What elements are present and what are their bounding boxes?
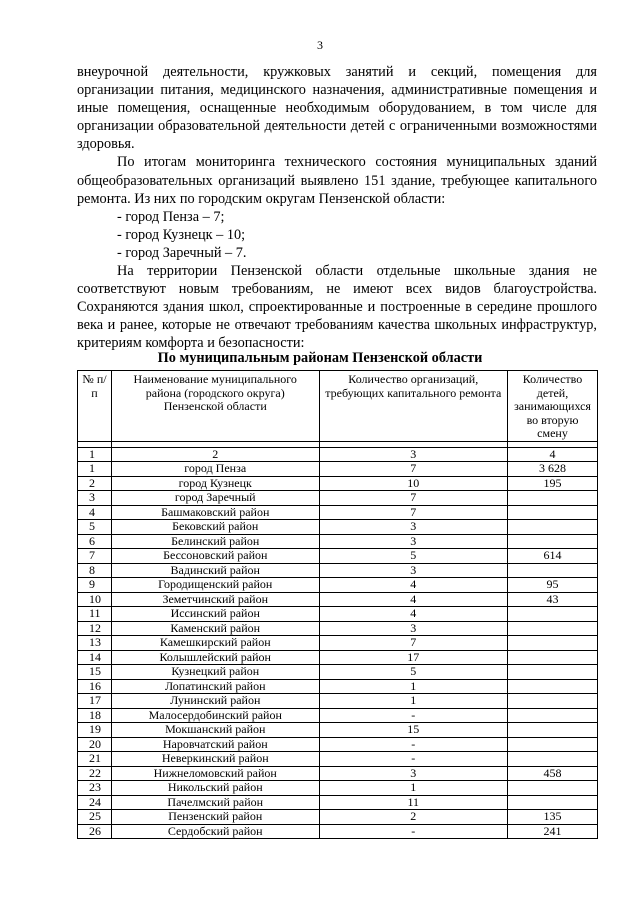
row-number: 20: [78, 737, 112, 752]
district-name: Наровчатский район: [111, 737, 319, 752]
organizations-count: 4: [319, 578, 507, 593]
organizations-count: 1: [319, 694, 507, 709]
organizations-count: 5: [319, 665, 507, 680]
second-shift-children: 241: [508, 824, 598, 839]
organizations-count: 11: [319, 795, 507, 810]
organizations-count: 3: [319, 766, 507, 781]
table-row: [78, 679, 598, 694]
organizations-count: 15: [319, 723, 507, 738]
table-row: [78, 505, 598, 520]
row-number: 24: [78, 795, 112, 810]
second-shift-children: [508, 505, 598, 520]
organizations-count: 1: [319, 781, 507, 796]
column-index: 1: [78, 447, 112, 462]
table-row: [78, 607, 598, 622]
organizations-count: -: [319, 737, 507, 752]
table-row: [78, 665, 598, 680]
column-index-row: [78, 447, 598, 462]
table-row: [78, 534, 598, 549]
second-shift-children: [508, 737, 598, 752]
second-shift-children: [508, 665, 598, 680]
districts-table: [77, 370, 598, 839]
organizations-count: 7: [319, 491, 507, 506]
row-number: 3: [78, 491, 112, 506]
second-shift-children: [508, 534, 598, 549]
organizations-count: 7: [319, 462, 507, 477]
table-row: [78, 766, 598, 781]
row-number: 23: [78, 781, 112, 796]
paragraph-1: внеурочной деятельности, кружковых занятий и секций, помещения для организации питания, медицинского назначения, административные помещения и иные помещения, оснащенные необходимым оборудованием, в том числе для организации образовательной деятельности детей с ограниченными возможностями здоровья.: [77, 64, 597, 153]
organizations-count: 10: [319, 476, 507, 491]
district-name: город Пенза: [111, 462, 319, 477]
organizations-count: 7: [319, 636, 507, 651]
column-header-number: № п/п: [78, 371, 112, 442]
paragraph-3: На территории Пензенской области отдельные школьные здания не соответствуют новым требованиям, не имеют всех видов благоустройства. Сохраняются здания школ, спроектированные и построенные в середине прошлого века и ранее, которые не отвечают требованиям качества школьных инфраструктур, критериям комфорта и безопасности:: [77, 263, 597, 352]
row-number: 8: [78, 563, 112, 578]
row-number: 2: [78, 476, 112, 491]
district-name: Вадинский район: [111, 563, 319, 578]
row-number: 1: [78, 462, 112, 477]
table-row: [78, 723, 598, 738]
list-item: - город Пенза – 7;: [117, 208, 225, 225]
table-row: [78, 549, 598, 564]
second-shift-children: [508, 520, 598, 535]
organizations-count: 1: [319, 679, 507, 694]
row-number: 25: [78, 810, 112, 825]
organizations-count: 4: [319, 592, 507, 607]
organizations-count: 3: [319, 621, 507, 636]
second-shift-children: [508, 491, 598, 506]
second-shift-children: 43: [508, 592, 598, 607]
organizations-count: 2: [319, 810, 507, 825]
table-row: [78, 824, 598, 839]
row-number: 16: [78, 679, 112, 694]
table-row: [78, 578, 598, 593]
row-number: 5: [78, 520, 112, 535]
table-row: [78, 737, 598, 752]
organizations-count: 7: [319, 505, 507, 520]
row-number: 17: [78, 694, 112, 709]
organizations-count: 4: [319, 607, 507, 622]
column-index: 4: [508, 447, 598, 462]
table-row: [78, 621, 598, 636]
district-name: город Кузнецк: [111, 476, 319, 491]
column-header-district: Наименование муниципального района (городского округа) Пензенской области: [111, 371, 319, 442]
second-shift-children: 135: [508, 810, 598, 825]
district-name: Пензенский район: [111, 810, 319, 825]
table-row: [78, 781, 598, 796]
district-name: Лопатинский район: [111, 679, 319, 694]
organizations-count: 3: [319, 520, 507, 535]
row-number: 15: [78, 665, 112, 680]
district-name: Никольский район: [111, 781, 319, 796]
table-row: [78, 795, 598, 810]
table-row: [78, 752, 598, 767]
second-shift-children: [508, 621, 598, 636]
table-row: [78, 708, 598, 723]
column-index: 2: [111, 447, 319, 462]
district-name: Мокшанский район: [111, 723, 319, 738]
second-shift-children: [508, 679, 598, 694]
table-row: [78, 462, 598, 477]
district-name: Неверкинский район: [111, 752, 319, 767]
table-row: [78, 650, 598, 665]
district-name: Сердобский район: [111, 824, 319, 839]
column-header-children: Количество детей, занимающихся во вторую смену: [508, 371, 598, 442]
row-number: 6: [78, 534, 112, 549]
organizations-count: 3: [319, 563, 507, 578]
organizations-count: 17: [319, 650, 507, 665]
second-shift-children: 195: [508, 476, 598, 491]
organizations-count: 3: [319, 534, 507, 549]
district-name: Городищенский район: [111, 578, 319, 593]
second-shift-children: [508, 795, 598, 810]
table-row: [78, 694, 598, 709]
second-shift-children: 614: [508, 549, 598, 564]
row-number: 18: [78, 708, 112, 723]
row-number: 7: [78, 549, 112, 564]
row-number: 14: [78, 650, 112, 665]
row-number: 9: [78, 578, 112, 593]
row-number: 4: [78, 505, 112, 520]
row-number: 13: [78, 636, 112, 651]
second-shift-children: [508, 563, 598, 578]
table-row: [78, 636, 598, 651]
second-shift-children: 458: [508, 766, 598, 781]
column-index: 3: [319, 447, 507, 462]
organizations-count: 5: [319, 549, 507, 564]
district-name: Иссинский район: [111, 607, 319, 622]
row-number: 22: [78, 766, 112, 781]
row-number: 12: [78, 621, 112, 636]
table-row: [78, 491, 598, 506]
paragraph-2: По итогам мониторинга технического состояния муниципальных зданий общеобразовательных организаций выявлено 151 здание, требующее капитального ремонта. Из них по городским округам Пензенской области:: [77, 154, 597, 207]
district-name: Каменский район: [111, 621, 319, 636]
second-shift-children: 95: [508, 578, 598, 593]
district-name: Бессоновский район: [111, 549, 319, 564]
table-row: [78, 563, 598, 578]
district-name: Лунинский район: [111, 694, 319, 709]
district-name: Земетчинский район: [111, 592, 319, 607]
district-name: Колышлейский район: [111, 650, 319, 665]
table-title: По муниципальным районам Пензенской области: [157, 350, 483, 366]
second-shift-children: [508, 723, 598, 738]
table-row: [78, 520, 598, 535]
district-name: Пачелмский район: [111, 795, 319, 810]
table-row: [78, 592, 598, 607]
district-name: Нижнеломовский район: [111, 766, 319, 781]
organizations-count: -: [319, 708, 507, 723]
page-number: 3: [317, 38, 323, 52]
district-name: Малосердобинский район: [111, 708, 319, 723]
row-number: 26: [78, 824, 112, 839]
district-name: Камешкирский район: [111, 636, 319, 651]
organizations-count: -: [319, 752, 507, 767]
table-row: [78, 810, 598, 825]
list-item: - город Кузнецк – 10;: [117, 226, 246, 243]
row-number: 10: [78, 592, 112, 607]
row-number: 19: [78, 723, 112, 738]
organizations-count: -: [319, 824, 507, 839]
second-shift-children: [508, 752, 598, 767]
row-number: 21: [78, 752, 112, 767]
district-name: Кузнецкий район: [111, 665, 319, 680]
second-shift-children: [508, 781, 598, 796]
table-header-row: [78, 371, 598, 442]
district-name: Бековский район: [111, 520, 319, 535]
list-item: - город Заречный – 7.: [117, 244, 247, 261]
second-shift-children: [508, 636, 598, 651]
second-shift-children: 3 628: [508, 462, 598, 477]
row-number: 11: [78, 607, 112, 622]
second-shift-children: [508, 650, 598, 665]
table-body: [78, 462, 598, 839]
district-name: Белинский район: [111, 534, 319, 549]
second-shift-children: [508, 708, 598, 723]
second-shift-children: [508, 607, 598, 622]
second-shift-children: [508, 694, 598, 709]
column-header-organizations: Количество организаций, требующих капитального ремонта: [319, 371, 507, 442]
table-row: [78, 476, 598, 491]
body-text: [77, 63, 597, 353]
district-name: город Заречный: [111, 491, 319, 506]
district-name: Башмаковский район: [111, 505, 319, 520]
